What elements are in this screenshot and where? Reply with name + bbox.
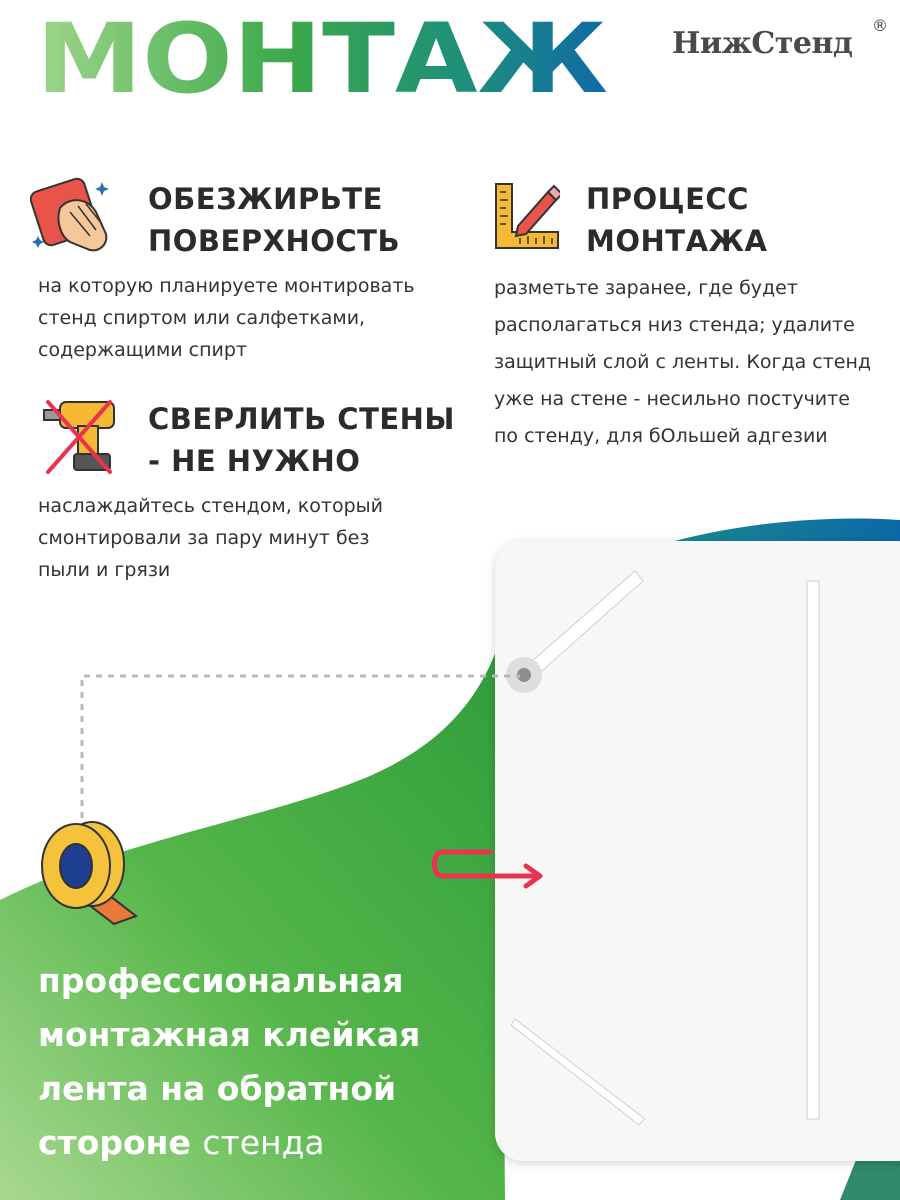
arrow-icon	[430, 846, 550, 896]
panel-tape-strips	[495, 541, 900, 1161]
step1-text: на которую планируете монтировать стенд спиртом или салфетками, содержащими спирт	[38, 275, 415, 361]
brand-logo: НижСтенд	[672, 26, 853, 61]
step3-heading: СВЕРЛИТЬ СТЕНЫ - НЕ НУЖНО	[148, 402, 455, 478]
step2-heading: ПРОЦЕСС МОНТАЖА	[586, 182, 768, 258]
step2-text: разметьте заранее, где будет располагаться низ стенда; удалите защитный слой с ленты. Когда стенд уже на стене - несильно постучите по стенду, для бОльшей адгезии	[494, 277, 872, 447]
step1-heading: ОБЕЗЖИРЬТЕ ПОВЕРХНОСТЬ	[148, 182, 401, 258]
dotted-connector	[70, 668, 530, 828]
wipe-cloth-icon	[30, 172, 116, 258]
step3-text: наслаждайтесь стендом, который смонтировали за пару минут без пыли и грязи	[38, 495, 383, 581]
no-drill-icon	[38, 396, 118, 476]
svg-text:МОНТАЖ: МОНТАЖ	[36, 3, 608, 112]
page-title	[34, 2, 634, 112]
tagline: профессиональная монтажная клейкая лента на обратной стороне стенда	[38, 961, 421, 1162]
tape-roll-icon	[36, 812, 140, 928]
ruler-pencil-icon	[494, 182, 560, 250]
registered-mark: ®	[872, 16, 888, 35]
